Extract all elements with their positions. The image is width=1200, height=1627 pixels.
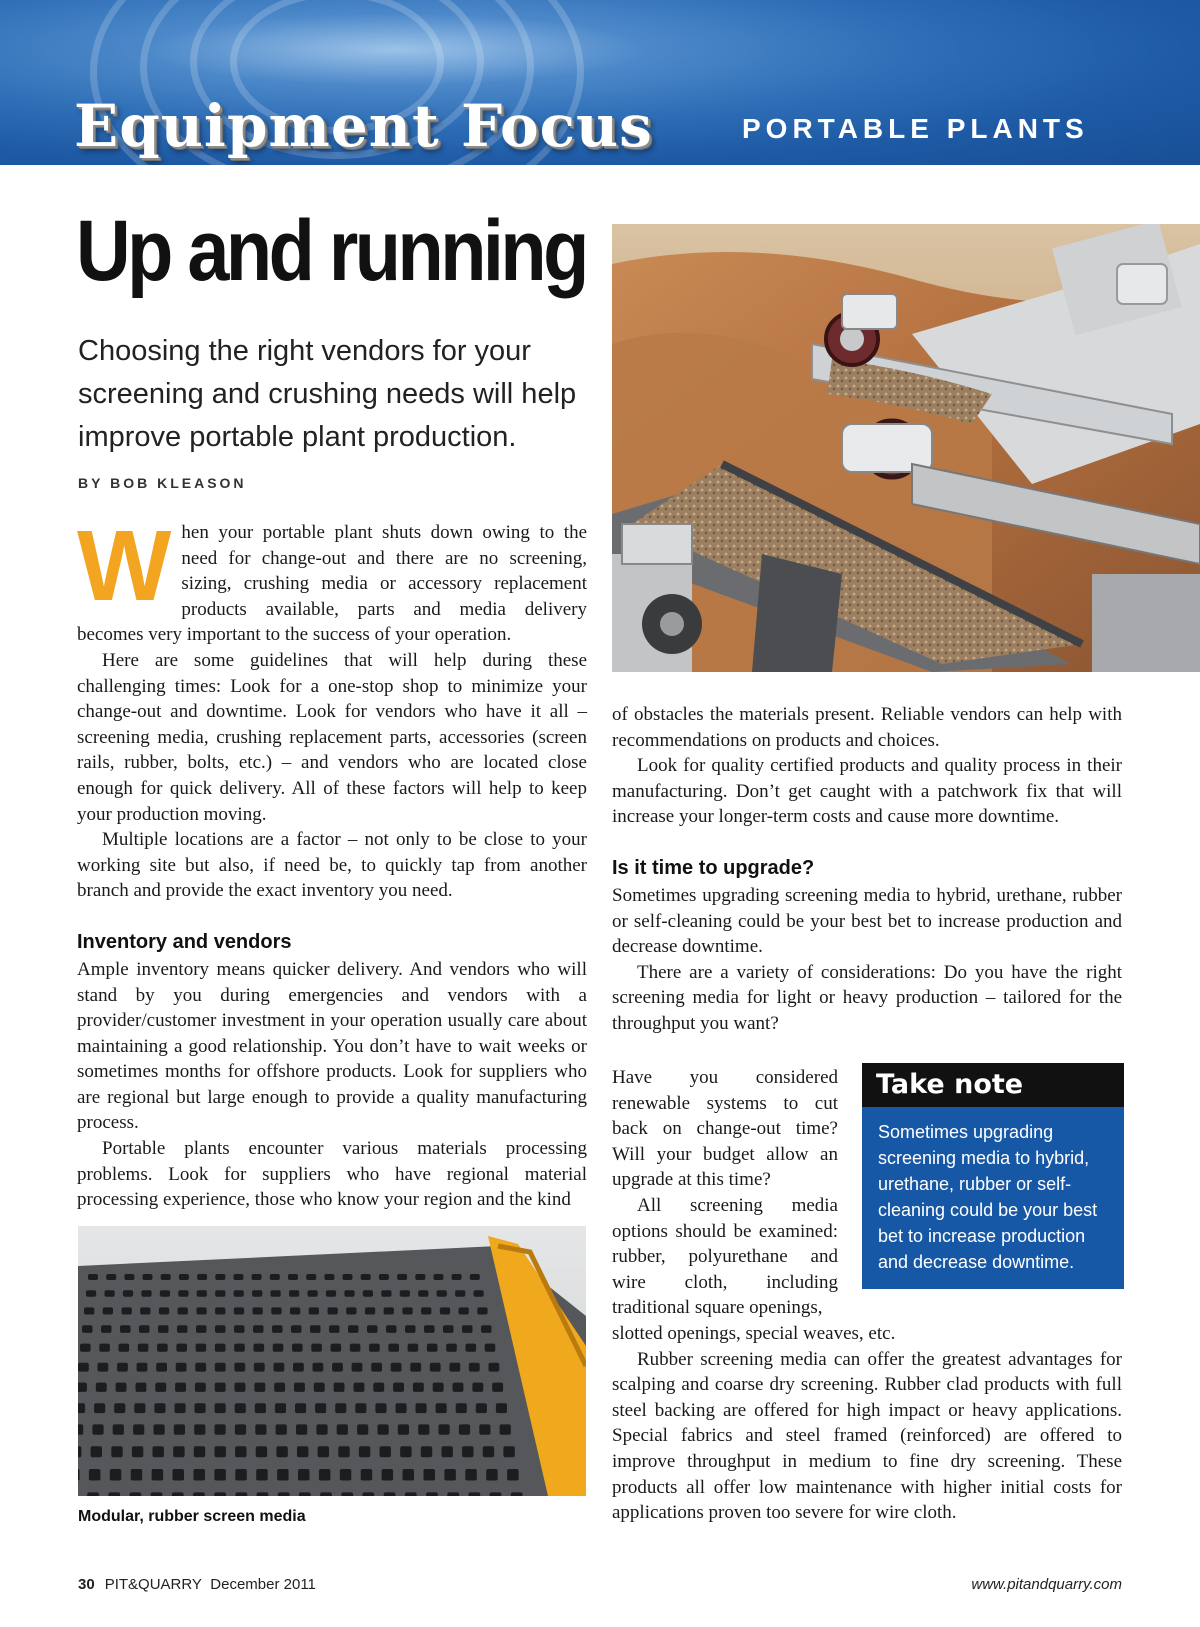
article-byline: BY BOB KLEASON (78, 475, 247, 491)
take-note-body: Sometimes upgrading screening media to hybrid, urethane, rubber or self-cleaning could be your best bet to increase production and decrease downtime. (878, 1122, 1098, 1272)
page-footer-left (78, 1576, 316, 1593)
photo-caption: Modular, rubber screen media (78, 1508, 306, 1525)
screen-media-photo (78, 1226, 586, 1496)
paragraph: slotted openings, special weaves, etc. (612, 1323, 896, 1344)
drop-cap: W (77, 510, 172, 622)
left-column (77, 510, 587, 1213)
take-note-sidebar (862, 1063, 1124, 1289)
crushing-plant-photo (612, 224, 1200, 672)
header-banner (0, 0, 1200, 165)
paragraph: Rubber screening media can offer the greatest advantages for scalping and coarse dry screening. Rubber clad products with full steel backing are offered for high impact or heavy applications. Special fabrics and steel framed (reinforced) are offered to improve throughput in medium to fine dry screening. These products all offer low maintenance with higher initial costs for applications proven too severe for wire cloth. (612, 1348, 1122, 1524)
paragraph: There are a variety of considerations: Do you have the right screening media for light or heavy production – tailored for the throughput you want? (612, 961, 1122, 1034)
subheading: Inventory and vendors (77, 930, 292, 953)
paragraph: Portable plants encounter various materials processing problems. Look for suppliers who have regional material processing experience, those who know your region and the kind (77, 1138, 587, 1211)
paragraph: of obstacles the materials present. Reliable vendors can help with recommendations on products and choices. (612, 704, 1122, 751)
paragraph: Ample inventory means quicker delivery. And vendors who will stand by you during emergencies and vendors with a provider/customer investment in your operation usually care about maintaining a good relationship. You don’t have to wait weeks or sometimes months for offshore products. Look for suppliers who are regional but large enough to provide a quality manufacturing process. (77, 958, 587, 1134)
subheading: Is it time to upgrade? (612, 856, 815, 879)
section-title: Equipment Focus (74, 92, 653, 160)
article-headline: Up and running (76, 203, 586, 299)
section-subtitle: PORTABLE PLANTS (742, 113, 1089, 144)
magazine-name: PIT&QUARRY (104, 1576, 202, 1593)
paragraph: Multiple locations are a factor – not only to be close to your working site but also, if need be, to quickly tap from another branch and provide the exact inventory you need. (77, 829, 587, 902)
paragraph: Here are some guidelines that will help during these challenging times: Look for a one-stop shop to minimize your change-out and downtime. Look for vendors who have it all – screening media, crushing replacement parts, accessories (screen rails, rubber, bolts, etc.) – and vendors who are located close enough for quick delivery. All of these factors will help to keep your production moving. (77, 649, 587, 825)
paragraph: Sometimes upgrading screening media to hybrid, urethane, rubber or self-cleaning could be your best bet to increase production and decrease downtime. (612, 884, 1122, 958)
right-column-narrow (612, 1065, 838, 1321)
paragraph: Have you considered renewable systems to cut back on change-out time? Will your budget allow an upgrade at this time? (612, 1067, 838, 1191)
right-column-top (612, 702, 1122, 1037)
paragraph: hen your portable plant shuts down owing to the need for change-out and there are no screening, sizing, crushing media or accessory replacement products available, parts and media delivery becomes very important to the success of your operation. (77, 522, 587, 646)
right-column-bottom (612, 1321, 1122, 1526)
issue-date: December 2011 (210, 1576, 316, 1593)
take-note-title: Take note (862, 1063, 1124, 1107)
paragraph: All screening media options should be examined: rubber, polyurethane and wire cloth, including traditional square openings, (612, 1194, 838, 1319)
page-number: 30 (78, 1576, 95, 1593)
article-deck: Choosing the right vendors for your screening and crushing needs will help improve portable plant production. (78, 335, 577, 453)
website-url: www.pitandquarry.com (971, 1576, 1122, 1593)
paragraph: Look for quality certified products and quality process in their manufacturing. Don’t get caught with a patchwork fix that will increase your longer-term costs and cause more downtime. (612, 755, 1122, 828)
